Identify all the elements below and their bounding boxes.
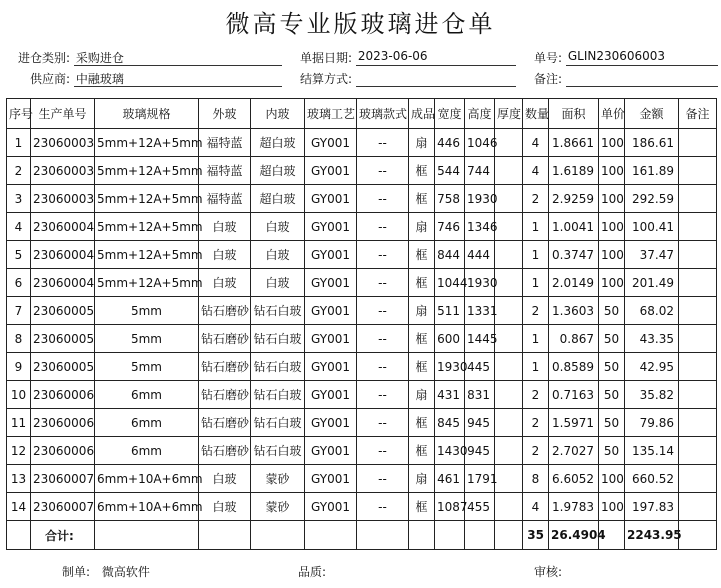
table-cell: -- <box>357 465 409 493</box>
table-cell <box>679 129 717 157</box>
table-cell: 超白玻 <box>251 157 305 185</box>
table-cell: 12 <box>7 437 31 465</box>
table-row <box>7 297 717 325</box>
in-type-label: 进仓类别: <box>17 51 70 65</box>
table-cell: 1 <box>523 241 549 269</box>
table-row <box>7 129 717 157</box>
supplier-field <box>6 70 282 87</box>
table-cell: 35.82 <box>625 381 679 409</box>
table-cell: 6mm <box>95 409 199 437</box>
table-cell: 3 <box>7 185 31 213</box>
settle-label: 结算方式: <box>299 72 352 86</box>
table-cell: 100 <box>599 213 625 241</box>
table-cell <box>495 241 523 269</box>
table-cell: 100 <box>599 129 625 157</box>
table-cell: 0.867 <box>549 325 599 353</box>
date-label: 单据日期: <box>299 51 352 65</box>
table-cell: 43.35 <box>625 325 679 353</box>
table-cell: 844 <box>435 241 465 269</box>
order-no-value: GLIN230606003 <box>566 49 718 66</box>
table-cell: 186.61 <box>625 129 679 157</box>
table-row <box>7 325 717 353</box>
table-cell: 福特蓝 <box>199 129 251 157</box>
table-cell: 23060005 <box>31 353 95 381</box>
table-cell: 5mm <box>95 297 199 325</box>
table-cell: GY001 <box>305 409 357 437</box>
table-row <box>7 241 717 269</box>
document-title: 微高专业版玻璃进仓单 <box>225 10 496 38</box>
table-cell: 100 <box>599 493 625 521</box>
table-cell <box>495 297 523 325</box>
column-header: 备注 <box>679 99 717 129</box>
table-cell: 431 <box>435 381 465 409</box>
table-cell: 1046 <box>465 129 495 157</box>
table-cell: 2 <box>7 157 31 185</box>
table-cell: 100 <box>599 465 625 493</box>
table-cell: 钻石白玻 <box>251 437 305 465</box>
table-cell: GY001 <box>305 269 357 297</box>
table-cell <box>495 493 523 521</box>
table-cell: 1 <box>523 213 549 241</box>
table-cell: 白玻 <box>199 465 251 493</box>
table-cell: 钻石白玻 <box>251 297 305 325</box>
table-cell <box>679 465 717 493</box>
table-cell: 600 <box>435 325 465 353</box>
table-cell: -- <box>357 185 409 213</box>
supplier-value: 中融玻璃 <box>74 70 282 87</box>
table-cell: 23060007 <box>31 465 95 493</box>
table-cell: 445 <box>465 353 495 381</box>
audit-label: 审核: <box>534 565 563 579</box>
remark-field <box>520 70 718 87</box>
table-cell <box>679 493 717 521</box>
table-cell <box>495 465 523 493</box>
table-cell: 4 <box>523 493 549 521</box>
table-cell: 23060003 <box>31 185 95 213</box>
table-cell: 白玻 <box>251 269 305 297</box>
table-cell: 9 <box>7 353 31 381</box>
table-row <box>7 409 717 437</box>
table-cell: 37.47 <box>625 241 679 269</box>
table-row <box>7 381 717 409</box>
table-cell: 1044 <box>435 269 465 297</box>
date-value: 2023-06-06 <box>356 49 516 66</box>
table-cell: 2 <box>523 297 549 325</box>
table-cell: 50 <box>599 353 625 381</box>
total-cell-blank <box>305 521 357 550</box>
table-cell <box>495 129 523 157</box>
table-cell: 框 <box>409 493 435 521</box>
table-row <box>7 493 717 521</box>
table-cell: 钻石磨砂 <box>199 353 251 381</box>
table-cell <box>495 409 523 437</box>
table-cell: 扇 <box>409 297 435 325</box>
column-header: 单价 <box>599 99 625 129</box>
table-cell: GY001 <box>305 325 357 353</box>
items-table <box>6 98 717 550</box>
table-cell: -- <box>357 213 409 241</box>
table-cell: -- <box>357 381 409 409</box>
table-cell: 2.0149 <box>549 269 599 297</box>
table-cell: 1 <box>523 353 549 381</box>
table-cell: 197.83 <box>625 493 679 521</box>
table-cell <box>679 381 717 409</box>
table-cell: 1331 <box>465 297 495 325</box>
table-cell: 11 <box>7 409 31 437</box>
table-cell: 50 <box>599 325 625 353</box>
table-cell: 框 <box>409 269 435 297</box>
table-cell: 23060004 <box>31 213 95 241</box>
table-cell: 白玻 <box>199 241 251 269</box>
table-cell: 5mm+12A+5mm <box>95 241 199 269</box>
table-cell: 23060006 <box>31 437 95 465</box>
table-cell: 945 <box>465 437 495 465</box>
table-cell: 2.9259 <box>549 185 599 213</box>
total-cell-blank <box>7 521 31 550</box>
column-header: 玻璃规格 <box>95 99 199 129</box>
table-cell: 蒙砂 <box>251 493 305 521</box>
total-cell-blank <box>199 521 251 550</box>
table-cell: GY001 <box>305 381 357 409</box>
table-cell: GY001 <box>305 297 357 325</box>
table-cell: 845 <box>435 409 465 437</box>
table-cell: 660.52 <box>625 465 679 493</box>
table-cell: 扇 <box>409 129 435 157</box>
table-cell: -- <box>357 437 409 465</box>
table-cell: 1930 <box>465 185 495 213</box>
date-field <box>290 49 516 66</box>
total-row <box>7 521 717 550</box>
table-cell: 1.0041 <box>549 213 599 241</box>
table-cell: 钻石磨砂 <box>199 437 251 465</box>
table-cell: 1 <box>523 325 549 353</box>
table-cell <box>495 381 523 409</box>
table-cell: 42.95 <box>625 353 679 381</box>
table-cell <box>679 409 717 437</box>
table-cell: 框 <box>409 409 435 437</box>
maker-label: 制单: <box>62 565 91 579</box>
maker-field <box>62 563 150 580</box>
table-cell: -- <box>357 325 409 353</box>
table-cell: 5mm <box>95 353 199 381</box>
column-header: 成品 <box>409 99 435 129</box>
table-cell: 1 <box>7 129 31 157</box>
table-cell: 蒙砂 <box>251 465 305 493</box>
table-cell: 0.8589 <box>549 353 599 381</box>
table-row <box>7 157 717 185</box>
table-cell: 白玻 <box>251 241 305 269</box>
table-cell: 1087 <box>435 493 465 521</box>
table-cell <box>679 325 717 353</box>
table-cell: 23060005 <box>31 325 95 353</box>
table-cell: 白玻 <box>199 493 251 521</box>
table-cell: 扇 <box>409 213 435 241</box>
total-cell-blank <box>465 521 495 550</box>
table-cell: 1.3603 <box>549 297 599 325</box>
table-cell: 2.7027 <box>549 437 599 465</box>
table-cell <box>495 325 523 353</box>
table-cell: 1430 <box>435 437 465 465</box>
table-cell: -- <box>357 493 409 521</box>
table-cell: 945 <box>465 409 495 437</box>
total-label: 合计: <box>31 521 95 550</box>
table-cell: -- <box>357 157 409 185</box>
table-cell: 1791 <box>465 465 495 493</box>
table-cell: -- <box>357 269 409 297</box>
table-cell: 钻石磨砂 <box>199 325 251 353</box>
table-cell: 100 <box>599 269 625 297</box>
total-cell-blank <box>95 521 199 550</box>
total-area: 26.4904 <box>549 521 599 550</box>
table-cell: -- <box>357 409 409 437</box>
table-cell <box>679 437 717 465</box>
table-header-row <box>7 99 717 129</box>
table-cell: 扇 <box>409 465 435 493</box>
audit-field <box>534 563 562 580</box>
table-cell: 23060006 <box>31 381 95 409</box>
column-header: 数量 <box>523 99 549 129</box>
table-cell: 框 <box>409 325 435 353</box>
total-quantity: 35 <box>523 521 549 550</box>
table-cell <box>679 157 717 185</box>
column-header: 宽度 <box>435 99 465 129</box>
in-type-field <box>6 49 282 66</box>
in-type-value: 采购进仓 <box>74 49 282 66</box>
column-header: 内玻 <box>251 99 305 129</box>
table-cell: 5mm+12A+5mm <box>95 213 199 241</box>
table-cell: GY001 <box>305 157 357 185</box>
table-cell: 544 <box>435 157 465 185</box>
table-cell: GY001 <box>305 129 357 157</box>
table-cell: 钻石磨砂 <box>199 297 251 325</box>
settle-value <box>356 70 516 87</box>
table-cell: 446 <box>435 129 465 157</box>
table-cell: GY001 <box>305 493 357 521</box>
table-row <box>7 437 717 465</box>
table-cell: 1.6189 <box>549 157 599 185</box>
table-cell: 511 <box>435 297 465 325</box>
table-cell: 6 <box>7 269 31 297</box>
table-cell: 1930 <box>435 353 465 381</box>
table-cell <box>679 269 717 297</box>
column-header: 面积 <box>549 99 599 129</box>
table-cell: 钻石白玻 <box>251 409 305 437</box>
table-cell: 钻石白玻 <box>251 381 305 409</box>
table-row <box>7 465 717 493</box>
table-cell: 超白玻 <box>251 185 305 213</box>
column-header: 金额 <box>625 99 679 129</box>
total-cell-blank <box>251 521 305 550</box>
table-cell: 6mm+10A+6mm <box>95 465 199 493</box>
table-cell: 框 <box>409 185 435 213</box>
table-cell: 钻石磨砂 <box>199 409 251 437</box>
table-cell <box>495 437 523 465</box>
table-cell: 框 <box>409 241 435 269</box>
table-cell: GY001 <box>305 437 357 465</box>
table-cell: 钻石白玻 <box>251 353 305 381</box>
remark-value <box>566 70 718 87</box>
table-cell: 5mm+12A+5mm <box>95 269 199 297</box>
table-cell: 7 <box>7 297 31 325</box>
table-cell: 6mm <box>95 437 199 465</box>
table-cell: 白玻 <box>199 269 251 297</box>
table-cell: 5mm+12A+5mm <box>95 185 199 213</box>
table-cell: 框 <box>409 353 435 381</box>
supplier-label: 供应商: <box>29 72 70 86</box>
table-cell: 2 <box>523 409 549 437</box>
table-cell: 1 <box>523 269 549 297</box>
table-cell: 135.14 <box>625 437 679 465</box>
table-cell: 1.9783 <box>549 493 599 521</box>
table-cell: 100 <box>599 157 625 185</box>
total-cell-blank <box>435 521 465 550</box>
table-cell: 1346 <box>465 213 495 241</box>
table-cell: 6.6052 <box>549 465 599 493</box>
table-cell: GY001 <box>305 465 357 493</box>
quality-label: 品质: <box>298 565 327 579</box>
table-cell <box>679 213 717 241</box>
column-header: 玻璃款式 <box>357 99 409 129</box>
table-cell: GY001 <box>305 353 357 381</box>
table-cell: 23060007 <box>31 493 95 521</box>
table-cell <box>495 213 523 241</box>
table-cell: -- <box>357 353 409 381</box>
table-cell: 1930 <box>465 269 495 297</box>
table-cell: 68.02 <box>625 297 679 325</box>
table-cell: 831 <box>465 381 495 409</box>
table-cell <box>495 269 523 297</box>
table-cell: 444 <box>465 241 495 269</box>
table-cell <box>679 185 717 213</box>
total-cell-blank <box>495 521 523 550</box>
table-cell: 744 <box>465 157 495 185</box>
table-cell <box>679 297 717 325</box>
table-cell <box>679 353 717 381</box>
total-cell-blank <box>357 521 409 550</box>
table-cell: 10 <box>7 381 31 409</box>
order-no-field <box>520 49 718 66</box>
table-cell: 292.59 <box>625 185 679 213</box>
table-cell <box>495 185 523 213</box>
table-cell: 福特蓝 <box>199 185 251 213</box>
column-header: 高度 <box>465 99 495 129</box>
total-cell-blank <box>409 521 435 550</box>
column-header: 序号 <box>7 99 31 129</box>
column-header: 生产单号 <box>31 99 95 129</box>
total-cell-blank <box>679 521 717 550</box>
settle-field <box>290 70 516 87</box>
maker-value: 微高软件 <box>101 565 150 579</box>
table-cell: 50 <box>599 297 625 325</box>
table-cell: 白玻 <box>251 213 305 241</box>
table-cell: 14 <box>7 493 31 521</box>
table-cell: 白玻 <box>199 213 251 241</box>
table-row <box>7 353 717 381</box>
table-cell: 50 <box>599 381 625 409</box>
table-cell: -- <box>357 241 409 269</box>
column-header: 玻璃工艺 <box>305 99 357 129</box>
table-cell: 2 <box>523 381 549 409</box>
table-cell: 461 <box>435 465 465 493</box>
table-cell: -- <box>357 297 409 325</box>
table-cell: 5mm <box>95 325 199 353</box>
table-cell: 8 <box>7 325 31 353</box>
table-cell: 8 <box>523 465 549 493</box>
table-cell: -- <box>357 129 409 157</box>
table-cell <box>679 241 717 269</box>
table-cell: 23060004 <box>31 269 95 297</box>
table-cell: 50 <box>599 409 625 437</box>
column-header: 外玻 <box>199 99 251 129</box>
table-cell: 4 <box>523 157 549 185</box>
order-no-label: 单号: <box>533 51 562 65</box>
table-cell: 5mm+12A+5mm <box>95 157 199 185</box>
table-cell: 23060003 <box>31 157 95 185</box>
table-cell: 4 <box>523 129 549 157</box>
table-cell: 100 <box>599 185 625 213</box>
table-cell <box>495 353 523 381</box>
table-cell: 0.3747 <box>549 241 599 269</box>
table-cell: 超白玻 <box>251 129 305 157</box>
column-header: 厚度 <box>495 99 523 129</box>
table-cell: 23060004 <box>31 241 95 269</box>
table-row <box>7 269 717 297</box>
table-cell: 746 <box>435 213 465 241</box>
table-cell: 钻石磨砂 <box>199 381 251 409</box>
table-cell: 钻石白玻 <box>251 325 305 353</box>
table-cell: 13 <box>7 465 31 493</box>
table-cell: 23060003 <box>31 129 95 157</box>
table-cell: 23060005 <box>31 297 95 325</box>
table-cell: 201.49 <box>625 269 679 297</box>
table-cell: 1.8661 <box>549 129 599 157</box>
table-cell: 79.86 <box>625 409 679 437</box>
table-cell: 100 <box>599 241 625 269</box>
table-cell: 455 <box>465 493 495 521</box>
table-cell: 100.41 <box>625 213 679 241</box>
table-body <box>7 129 717 550</box>
quality-field <box>298 563 326 580</box>
table-cell: 福特蓝 <box>199 157 251 185</box>
total-amount: 2243.95 <box>625 521 679 550</box>
table-row <box>7 185 717 213</box>
table-cell: 4 <box>7 213 31 241</box>
table-cell: GY001 <box>305 185 357 213</box>
table-cell: 5 <box>7 241 31 269</box>
table-row <box>7 213 717 241</box>
table-cell: 23060006 <box>31 409 95 437</box>
table-cell: 1445 <box>465 325 495 353</box>
table-cell: 0.7163 <box>549 381 599 409</box>
table-cell: 扇 <box>409 381 435 409</box>
table-cell: 6mm+10A+6mm <box>95 493 199 521</box>
table-cell: 6mm <box>95 381 199 409</box>
table-cell: GY001 <box>305 241 357 269</box>
table-cell: GY001 <box>305 213 357 241</box>
table-cell: 框 <box>409 437 435 465</box>
table-cell: 5mm+12A+5mm <box>95 129 199 157</box>
table-cell <box>495 157 523 185</box>
table-cell: 2 <box>523 185 549 213</box>
remark-label: 备注: <box>533 72 562 86</box>
table-cell: 161.89 <box>625 157 679 185</box>
table-cell: 2 <box>523 437 549 465</box>
table-cell: 框 <box>409 157 435 185</box>
table-cell: 50 <box>599 437 625 465</box>
table-cell: 758 <box>435 185 465 213</box>
table-cell: 1.5971 <box>549 409 599 437</box>
